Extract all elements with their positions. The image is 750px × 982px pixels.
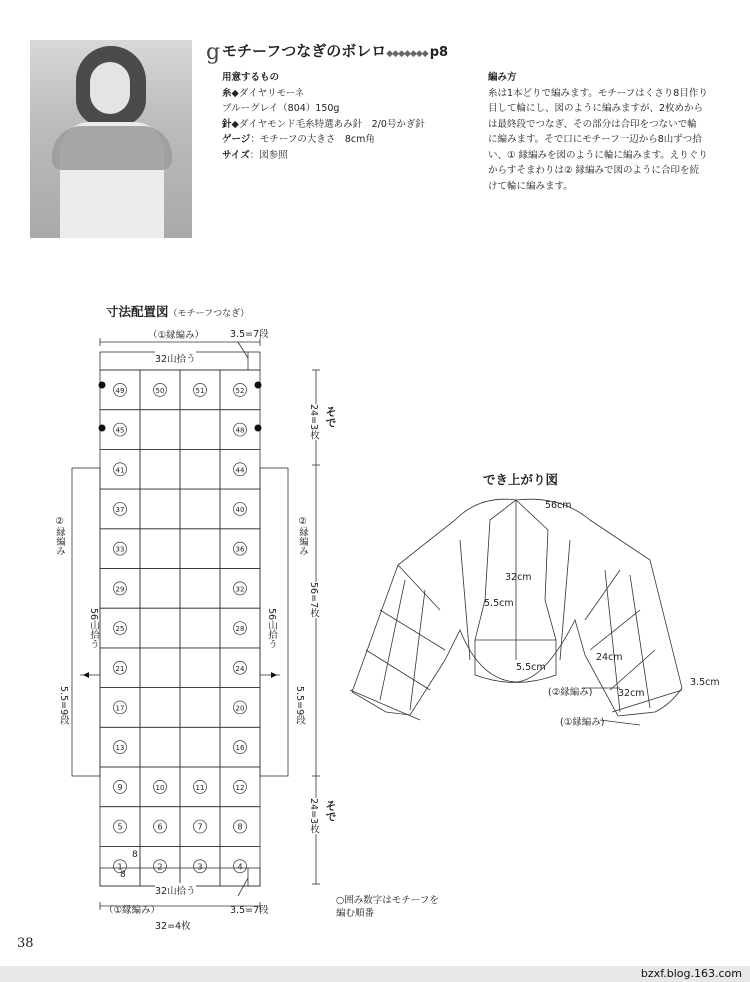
- motif-number: 5: [117, 822, 123, 832]
- right-border-label: ②縁編み: [297, 516, 308, 556]
- note-line: ○囲み数字はモチーフを: [336, 895, 439, 906]
- bottom-dim-label: 3.5=7段: [230, 905, 269, 916]
- motif-number: 51: [195, 386, 205, 395]
- dim-5-5cm: 5.5cm: [516, 662, 546, 673]
- gauge-label: ゲージ: [222, 134, 251, 145]
- title-dots: ◆◆◆◆◆◆◆: [386, 49, 428, 59]
- motif-number: 52: [235, 386, 245, 395]
- method-line: 目して輪にし、図のように編みますが、2枚めから: [488, 103, 704, 114]
- motif-number: 48: [235, 426, 245, 435]
- method-line: 糸は1本どりで編みます。モチーフはくさり8目作り: [488, 87, 708, 99]
- motif-cell: [180, 529, 220, 569]
- pattern-letter: g: [206, 40, 221, 65]
- right-pick-label: 56山拾う: [266, 608, 277, 649]
- method-line: い、① 縁編みを図のように輪に編みます。えりぐり: [488, 149, 708, 161]
- sleeve-bottom-dim: 24=3枚: [308, 798, 319, 834]
- footer-bar: [0, 966, 750, 982]
- left-rows-label: 5.5=9段: [58, 686, 69, 725]
- layout-subtitle: （モチーフつなぎ）: [168, 309, 250, 319]
- small-8-label: 8: [120, 870, 126, 880]
- layout-title-text: 寸法配置図: [106, 304, 169, 319]
- motif-number: 45: [115, 426, 125, 435]
- note-line: 編む順番: [336, 908, 375, 919]
- top-dim-label: 3.5=7段: [230, 329, 269, 340]
- small-8-label: 8: [132, 850, 138, 860]
- motif-number: 4: [237, 862, 243, 872]
- border-1-label: (①縁編み): [560, 717, 605, 728]
- yarn-text: ◆ダイヤリモーネ: [231, 87, 305, 99]
- gauge-text: ：モチーフの大きさ 8cm角: [250, 134, 375, 145]
- border-2-label: (②縁編み): [548, 687, 593, 698]
- motif-cell: [140, 727, 180, 767]
- motif-number: 44: [235, 466, 245, 475]
- motif-cell: [140, 608, 180, 648]
- motif-number: 29: [115, 585, 125, 594]
- size-text: ：図参照: [249, 149, 288, 161]
- motif-number: 25: [115, 625, 125, 634]
- page-ref: p8: [429, 45, 449, 60]
- motif-cell: [140, 648, 180, 688]
- size-label: サイズ: [222, 149, 250, 161]
- motif-number: 28: [235, 625, 245, 634]
- motif-cell: [180, 569, 220, 609]
- motif-cell: [180, 648, 220, 688]
- yarn-color: ブルーグレイ（804）150g: [222, 103, 340, 114]
- top-border-label: （①縁編み）: [148, 330, 205, 341]
- motif-grid: [100, 370, 260, 886]
- motif-cell: [180, 608, 220, 648]
- motif-cell: [180, 449, 220, 489]
- body-length-dim: 56=7枚: [308, 582, 319, 618]
- top-pick-label: 32山拾う: [155, 351, 196, 365]
- method-line: けて輪に編みます。: [488, 180, 573, 192]
- bottom-pick-label: 32山拾う: [155, 883, 196, 897]
- motif-cell: [140, 569, 180, 609]
- left-border-label: ②縁編み: [54, 516, 65, 556]
- motif-number: 40: [235, 505, 245, 514]
- dim-24cm: 24cm: [596, 652, 623, 663]
- method-heading: 編み方: [488, 72, 517, 83]
- motif-cell: [180, 688, 220, 728]
- dim-3-5cm: 3.5cm: [690, 677, 720, 688]
- note: [336, 894, 439, 920]
- dim-32cm-cuff: 32cm: [618, 688, 645, 699]
- motif-number: 6: [157, 822, 163, 832]
- motif-number: 41: [115, 466, 125, 475]
- dim-56cm: 56cm: [545, 500, 572, 511]
- motif-number: 10: [155, 783, 165, 792]
- method-line: は最終段でつなぎ、その部分は合印をつないで輪: [488, 118, 697, 130]
- motif-number: 33: [115, 545, 125, 554]
- needle-text: ◆ダイヤモンド毛糸特選あみ針 2/0号かぎ針: [231, 118, 425, 130]
- motif-number: 50: [155, 386, 165, 395]
- motif-number: 16: [235, 744, 245, 753]
- sleeve-top-dim: 24=3枚: [308, 404, 319, 440]
- motif-number: 17: [115, 704, 125, 713]
- motif-number: 20: [235, 704, 245, 713]
- motif-cell: [140, 449, 180, 489]
- page-number: 38: [17, 936, 34, 951]
- motif-number: 9: [117, 782, 123, 792]
- motif-number: 32: [235, 585, 245, 594]
- motif-number: 36: [235, 545, 245, 554]
- motif-number: 11: [195, 783, 205, 792]
- right-rows-label: 5.5=9段: [294, 686, 305, 725]
- materials-heading: 用意するもの: [222, 72, 280, 83]
- yarn-label: 糸: [222, 87, 232, 99]
- sleeve-bottom-label: そで: [324, 800, 337, 822]
- motif-cell: [180, 489, 220, 529]
- method-line: からすそまわりは② 縁編みで図のように合印を続: [488, 165, 700, 176]
- motif-cell: [140, 529, 180, 569]
- motif-cell: [140, 410, 180, 450]
- motif-number: 37: [115, 505, 125, 514]
- dim-5-5cm: 5.5cm: [484, 598, 514, 609]
- motif-cell: [140, 489, 180, 529]
- bottom-border-label: （①縁編み）: [104, 905, 161, 916]
- method-line: に編みます。そで口にモチーフ一辺から8山ずつ拾: [488, 134, 702, 145]
- motif-number: 3: [197, 862, 203, 872]
- title-text: モチーフつなぎのボレロ: [222, 42, 387, 60]
- motif-cell: [180, 410, 220, 450]
- motif-cell: [180, 727, 220, 767]
- sleeve-top-label: そで: [324, 406, 337, 428]
- motif-number: 1: [117, 862, 123, 872]
- motif-number: 2: [157, 862, 163, 872]
- motif-number: 24: [235, 664, 245, 673]
- motif-number: 12: [235, 783, 245, 792]
- motif-number: 13: [115, 744, 125, 753]
- footer-url: bzxf.blog.163.com: [640, 967, 742, 980]
- finished-diagram-title: でき上がり図: [483, 472, 559, 487]
- motif-cell: [140, 688, 180, 728]
- dim-32cm: 32cm: [505, 572, 532, 583]
- motif-number: 8: [237, 822, 243, 832]
- left-pick-label: 56山拾う: [88, 608, 99, 649]
- motif-number: 7: [197, 822, 203, 832]
- motif-number: 21: [115, 664, 125, 673]
- motif-number: 49: [115, 386, 125, 395]
- bottom-width-label: 32=4枚: [155, 921, 191, 932]
- needle-label: 針: [222, 118, 232, 130]
